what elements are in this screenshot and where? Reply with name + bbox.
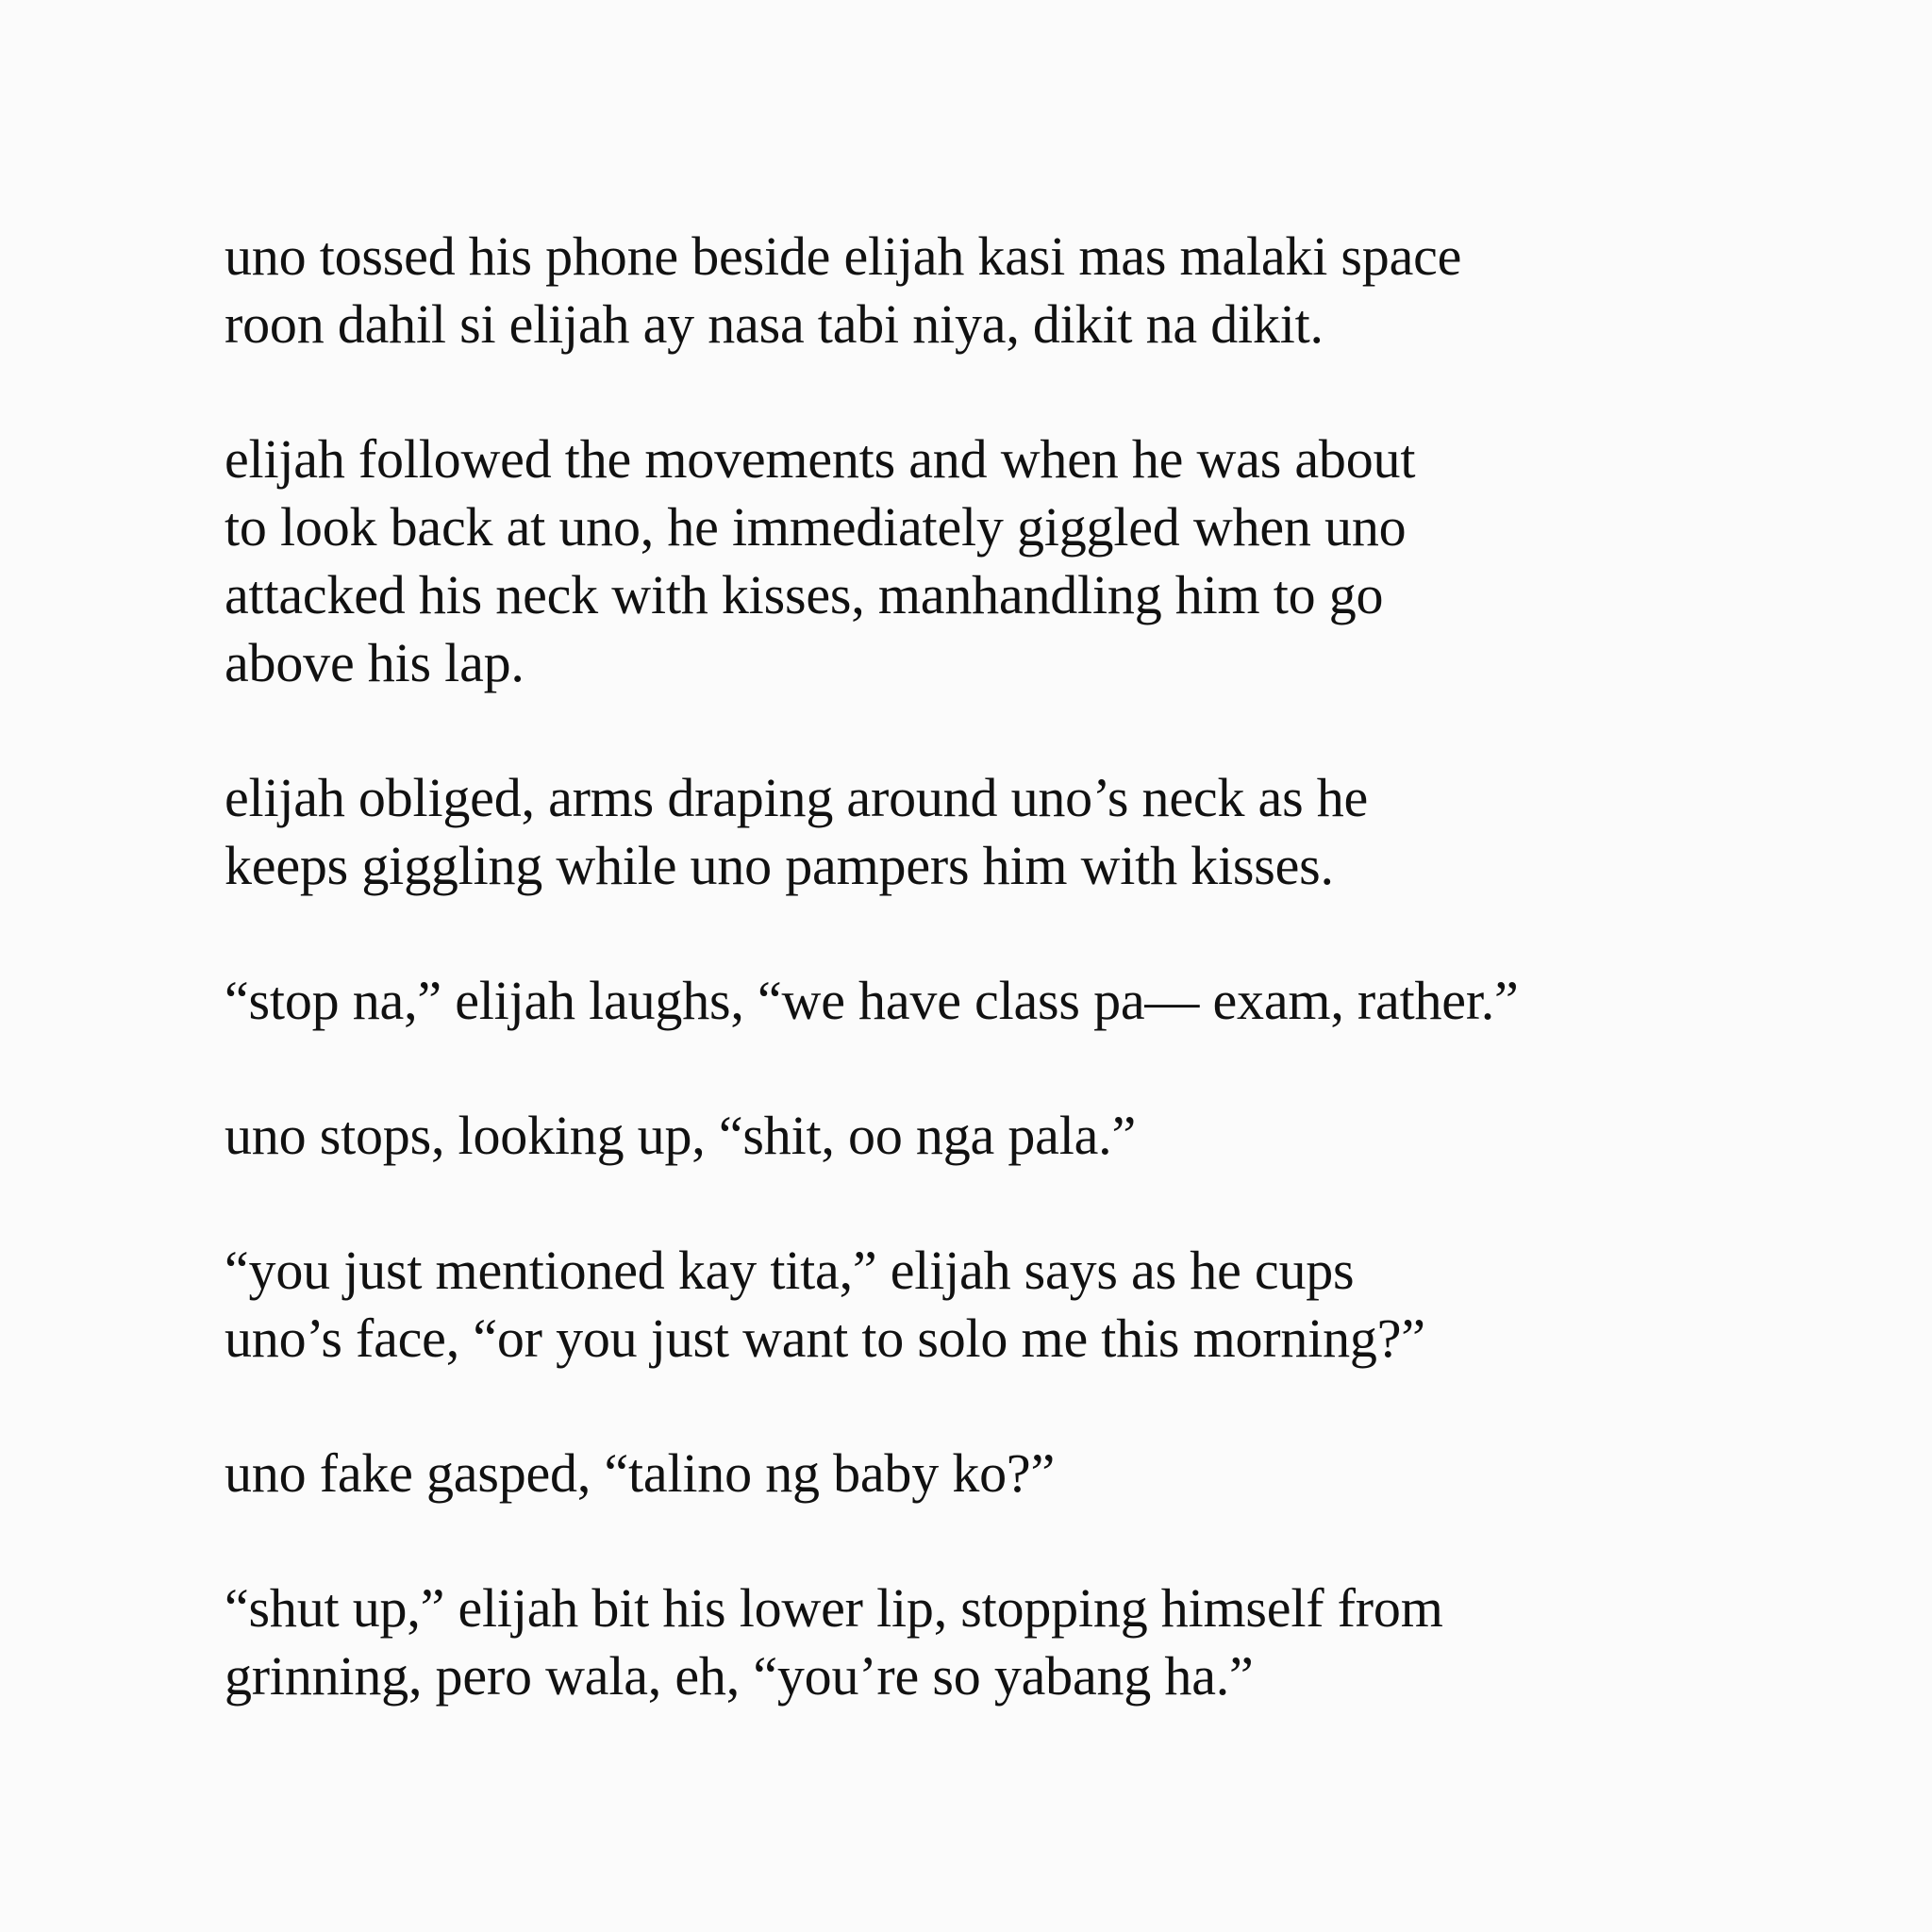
text-line: to look back at uno, he immediately giggled when uno [225, 496, 1407, 558]
text-line: roon dahil si elijah ay nasa tabi niya, dikit na dikit. [225, 293, 1324, 355]
paragraph-6 [225, 1237, 1753, 1373]
text-line: keeps giggling while uno pampers him with kisses. [225, 835, 1334, 896]
text-line: uno’s face, “or you just want to solo me this morning?” [225, 1307, 1425, 1369]
text-line: “you just mentioned kay tita,” elijah says as he cups [225, 1240, 1355, 1301]
paragraph-3 [225, 764, 1753, 900]
text-line: uno tossed his phone beside elijah kasi mas malaki space [225, 225, 1462, 287]
paragraph-2 [225, 425, 1753, 697]
paragraph-5 [225, 1102, 1753, 1170]
text-line: above his lap. [225, 632, 525, 693]
story-text-page [225, 223, 1753, 1710]
paragraph-7 [225, 1440, 1753, 1507]
paragraph-4 [225, 967, 1753, 1035]
text-line: uno stops, looking up, “shit, oo nga pala.” [225, 1105, 1137, 1166]
text-line: elijah obliged, arms draping around uno’s neck as he [225, 767, 1369, 828]
text-line: elijah followed the movements and when he was about [225, 428, 1416, 490]
text-line: attacked his neck with kisses, manhandling him to go [225, 564, 1384, 625]
text-line: “shut up,” elijah bit his lower lip, stopping himself from [225, 1577, 1443, 1639]
text-line: grinning, pero wala, eh, “you’re so yabang ha.” [225, 1645, 1254, 1707]
paragraph-8 [225, 1574, 1753, 1710]
paragraph-1 [225, 223, 1753, 358]
text-line: uno fake gasped, “talino ng baby ko?” [225, 1442, 1056, 1504]
text-line: “stop na,” elijah laughs, “we have class pa— exam, rather.” [225, 970, 1519, 1031]
